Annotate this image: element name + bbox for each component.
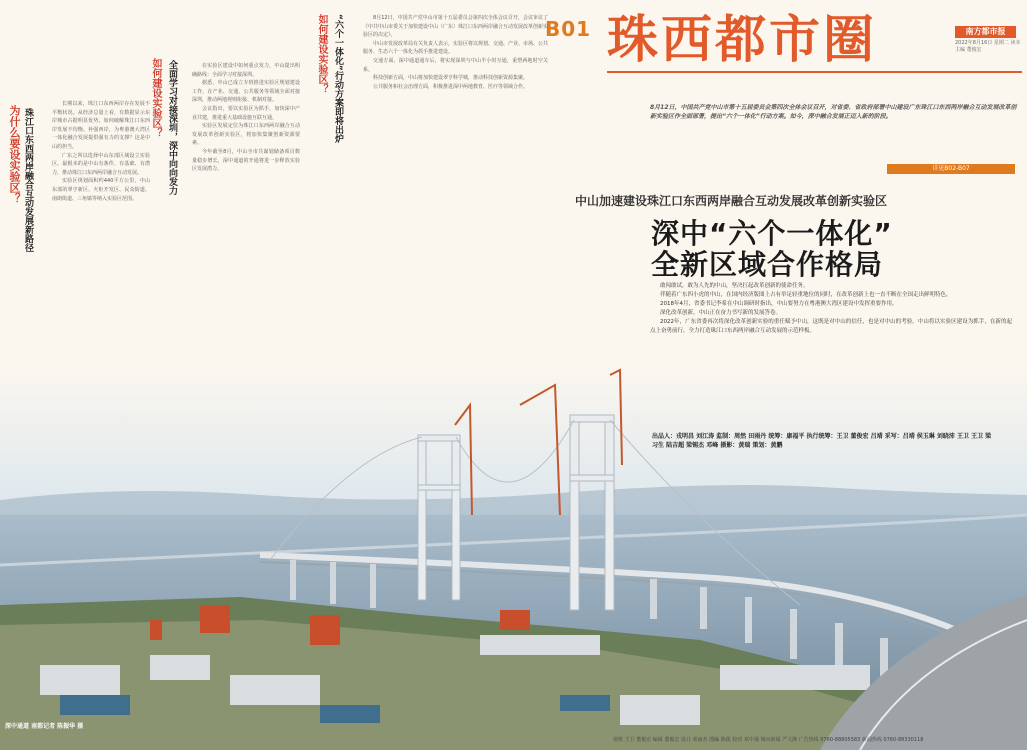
headline-line-1: 深中“六个一体化” bbox=[651, 217, 893, 250]
paragraph: 2018年4月，省委书记李希在中山调研时指出，中山要努力在粤港澳大湾区建设中发挥重要作用。 bbox=[660, 301, 898, 307]
headline-subtitle: 中山加速建设珠江口东西两岸融合互动发展改革创新实验区 bbox=[575, 194, 888, 208]
paragraph: 在实验区建设中如何重点发力，中山提出明确路线：全面学习对接深圳。 bbox=[192, 63, 300, 78]
mid-sidebar-subheading: 全面学习对接深圳，深中向向发力 bbox=[167, 60, 177, 195]
left-sidebar-heading: 为什么要设实验区？ bbox=[8, 105, 21, 204]
paragraph: 实验区发展定位为珠江口东西两岸融合互动发展改革创新实验区，将加快集聚创新资源要素。 bbox=[192, 123, 300, 147]
paragraph: 深化改革创新，中山正在奋力书写新的发展答卷。 bbox=[660, 310, 782, 316]
paragraph: 实验区规划面积约440平方公里，中山东部的翠亨新区、火炬开发区、民众街道、南朗街道、三角镇等纳入实验区范围。 bbox=[52, 178, 150, 202]
right-sidebar-heading: 如何建设实验区？ bbox=[316, 14, 327, 94]
paragraph: 公共服务和社会治理方面，积极推进深中两地教育、医疗等领域合作。 bbox=[373, 83, 529, 90]
paragraph: 据悉，中山已成立专班推进实验区规划建设工作，在产业、交通、公共服务等领域全面对接深圳，推动两地规则衔接、机制对接。 bbox=[192, 80, 300, 104]
masthead-divider bbox=[607, 71, 1022, 73]
left-sidebar-body bbox=[52, 100, 150, 440]
right-sidebar-body bbox=[363, 14, 548, 394]
page-number: B01 bbox=[545, 17, 592, 41]
paragraph: 8月12日，中国共产党中山市第十五届委员会第四次全体会议召开，会议审议了《中共中山市委关于加快建设中山（广东）珠江口东西两岸融合互动发展改革创新实验区的决定》。 bbox=[363, 15, 548, 39]
paragraph: 广东之所以选择中山东部区域设立实验区，最根本的是中山有条件、有基础、有潜力，推动珠江口东西两岸融合互动发展。 bbox=[52, 152, 150, 176]
paragraph: 伴随着广东四小虎的中山，在国内经济版图上占有举足轻重地位的同时，在改革创新上也一直不断在全国走出鲜明特色。 bbox=[660, 292, 952, 298]
page-footer: 值班 王卫 董俊宏 编辑 董俊宏 设计 邓丽杰 图编 陈俊 校对 邓中强 城市新闻 严文静 广告热线 0760-88805583 新闻热线 0760-88330118 bbox=[613, 737, 924, 743]
paragraph: 2022年，广东省委再次将深化改革创新实验的重任赋予中山，这既是对中山的信任，也是对中山的考验。中山将以实验区建设为抓手，在新的起点上奋勇前行，全力打造珠江口东西两岸融合互动发展的示范样板。 bbox=[650, 319, 1012, 334]
section-title: 珠西都市圈 bbox=[607, 10, 878, 70]
dateline: 2022年8月16日 星期二 读本主编 董俊宏 bbox=[955, 40, 1021, 53]
credits: 出品人：戎明昌 刘江涛 监制：周然 田雨丹 统筹：康福平 执行统筹：王卫 董俊宏 吕靖 采写：吕靖 侯玉琳 刘晓沛 王卫 王卫 梁习生 陆吉超 梁锡杰 邓峰 摄影：黄瑞 策划：黄鹏 bbox=[652, 433, 992, 449]
paragraph: 会议指出，要以实验区为抓手，加快深中产业共建，推进重大基础设施互联互通。 bbox=[192, 105, 300, 121]
newspaper-logo: 南方都市报 bbox=[955, 26, 1016, 38]
headline-line-2: 全新区域合作格局 bbox=[651, 248, 884, 281]
paragraph: 敢闯敢试，敢为人先的中山，坚决扛起改革创新的使命任务。 bbox=[660, 283, 809, 289]
paragraph: 科技创新方面，中山将加快建设翠亨科学城，推动科技创新资源集聚。 bbox=[373, 75, 529, 82]
lead-paragraph: 8月12日，中国共产党中山市第十五届委员会第四次全体会议召开，对省委、省政府部署中山建设广东珠江口东西两岸融合互动发展改革创新实验区作全面部署，提出“六个一体化”行动方案。如今，深中融合发展正迈入新的阶段。 bbox=[650, 104, 1017, 120]
left-sidebar-subheading: 珠江口东西两岸融合互动发展新路径 bbox=[23, 108, 33, 252]
main-article-body bbox=[650, 282, 1012, 427]
right-sidebar-subheading: “六个一体化”行动方案即将出炉 bbox=[333, 14, 343, 143]
paragraph: 中山市发展改革局有关负责人表示，实验区将以规划、交通、产业、市场、公共服务、生态六个一体化为抓手推进建设。 bbox=[363, 40, 548, 56]
paragraph: 长期以来，珠江口东西两岸存在发展不平衡状况。从经济总量上看，有数据显示东岸城市占据明显优势，如何破解珠江口东西岸发展不均衡、补强西岸，为粤港澳大湾区一体化融合发展提供强有力的支撑？这是中山的担当。 bbox=[52, 101, 150, 150]
paragraph: 交通方面，深中通道通车后，将实现深圳与中山半小时互通，重塑两地时空关系。 bbox=[363, 57, 548, 73]
mid-sidebar-heading: 如何建设实验区？ bbox=[150, 58, 161, 138]
paragraph: 今年截至8月，中山全市共谋划储备项目数量稳步增长，深中通道的开通将进一步释放实验区发展潜力。 bbox=[192, 148, 300, 173]
photo-caption: 深中通道 南都记者 陈振华 摄 bbox=[5, 723, 84, 730]
mid-sidebar-body bbox=[192, 62, 300, 502]
see-pages-tag: 详见B02-B07 bbox=[887, 164, 1015, 174]
